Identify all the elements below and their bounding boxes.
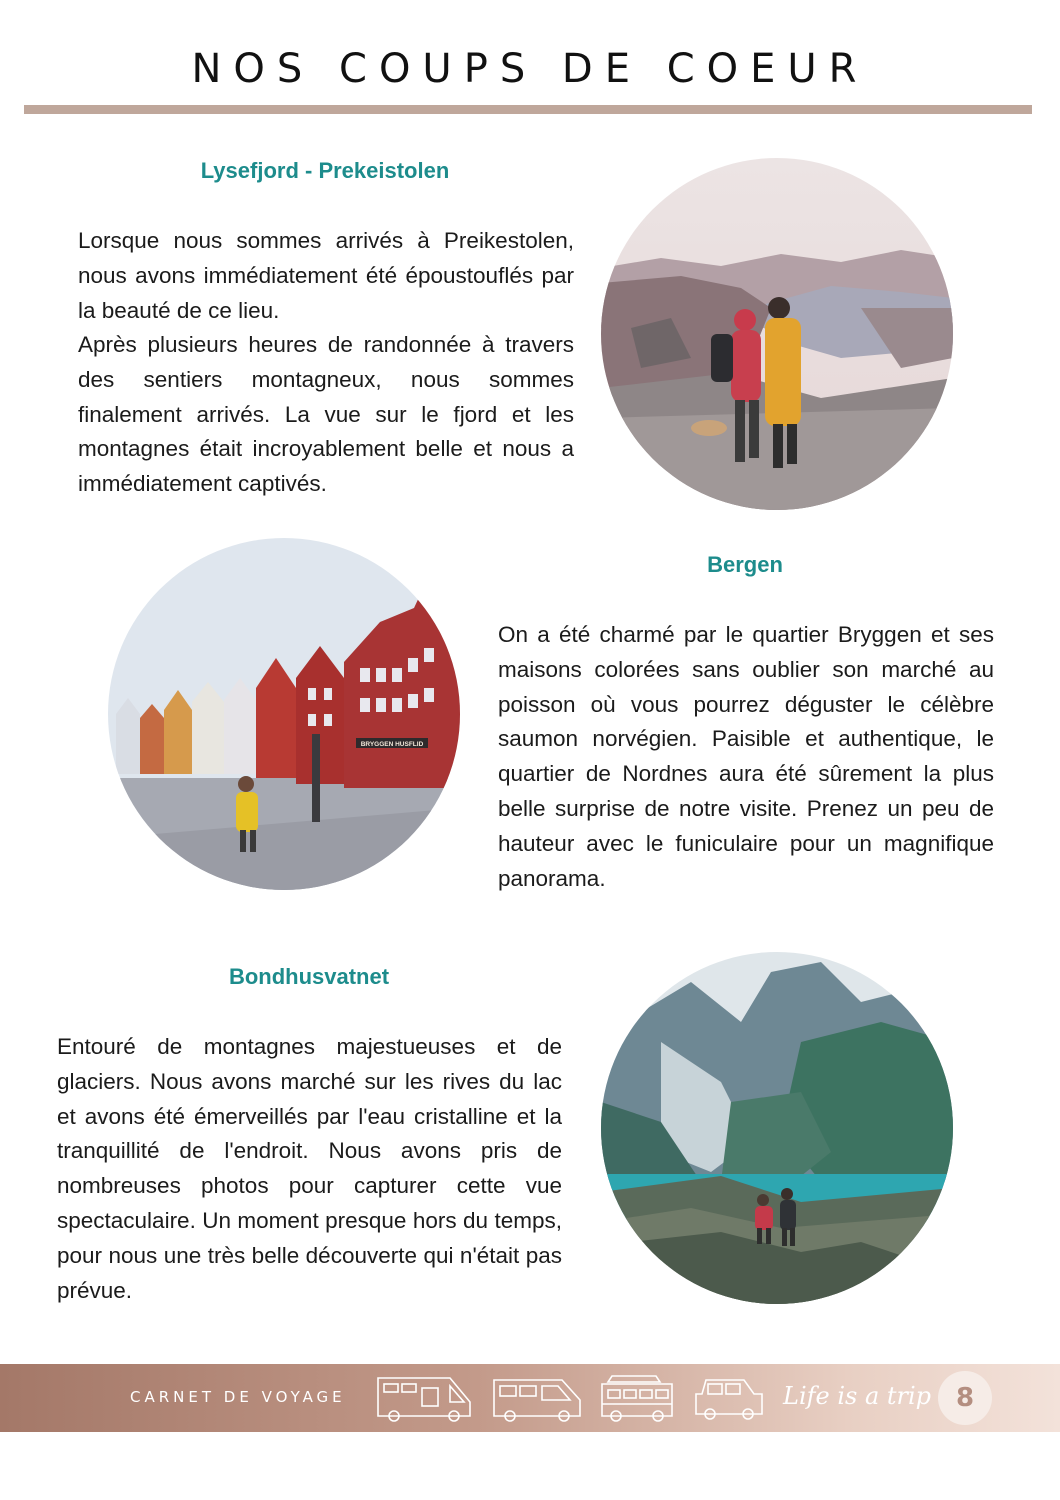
section-heading-bondhusvatnet: Bondhusvatnet	[228, 964, 390, 989]
bergen-paragraph: On a été charmé par le quartier Bryggen et ses maisons colorées sans oublier son marché au poisson où vous pourrez déguster le célèbre saumon norvégien. Paisible et authentique, le quartier de Nordnes aura été sûrement la plus belle surprise de notre visite. Prenez un peu de hauteur avec le funiculaire pour un magnifique panorama.	[498, 622, 994, 891]
preikestolen-photo	[601, 158, 953, 510]
page-title: NOS COUPS DE COEUR	[191, 46, 869, 92]
motorhome-icon	[374, 1372, 474, 1429]
bondhusvatnet-paragraph: Entouré de montagnes majestueuses et de glaciers. Nous avons marché sur les rives du lac et avons été émerveillés par l'eau cristalline et la tranquillité de l'endroit. Nous avons pris de nombreuses photos pour capturer cette vue spectaculaire. Un moment presque hors du temps, pour nous une très belle découverte qui n'était pas prévue.	[57, 1034, 562, 1303]
lysefjord-paragraph-2: Après plusieurs heures de randonnée à travers des sentiers montagneux, nous sommes finalement arrivés. La vue sur le fjord et les montagnes était incroyablement belle et nous a immédiatement captivés.	[78, 332, 574, 497]
van-icon	[490, 1372, 584, 1429]
camper-van-icon	[598, 1372, 676, 1429]
section-heading-lysefjord: Lysefjord - Prekeistolen	[200, 158, 450, 183]
car-icon	[692, 1372, 766, 1429]
bergen-photo	[108, 538, 460, 890]
footer-bar	[0, 1364, 1060, 1432]
page-number-badge: 8	[938, 1371, 992, 1425]
title-divider	[24, 105, 1032, 114]
bryggen-sign-text: BRYGGEN HUSFLID	[360, 741, 424, 748]
footer-label: CARNET DE VOYAGE	[130, 1388, 346, 1406]
lysefjord-paragraph-1: Lorsque nous sommes arrivés à Preikestolen, nous avons immédiatement été époustouflés par la beauté de ce lieu.	[78, 228, 574, 323]
section-heading-bergen: Bergen	[707, 552, 783, 577]
bondhusvatnet-photo	[601, 952, 953, 1304]
footer-tagline: Life is a trip	[783, 1382, 932, 1410]
